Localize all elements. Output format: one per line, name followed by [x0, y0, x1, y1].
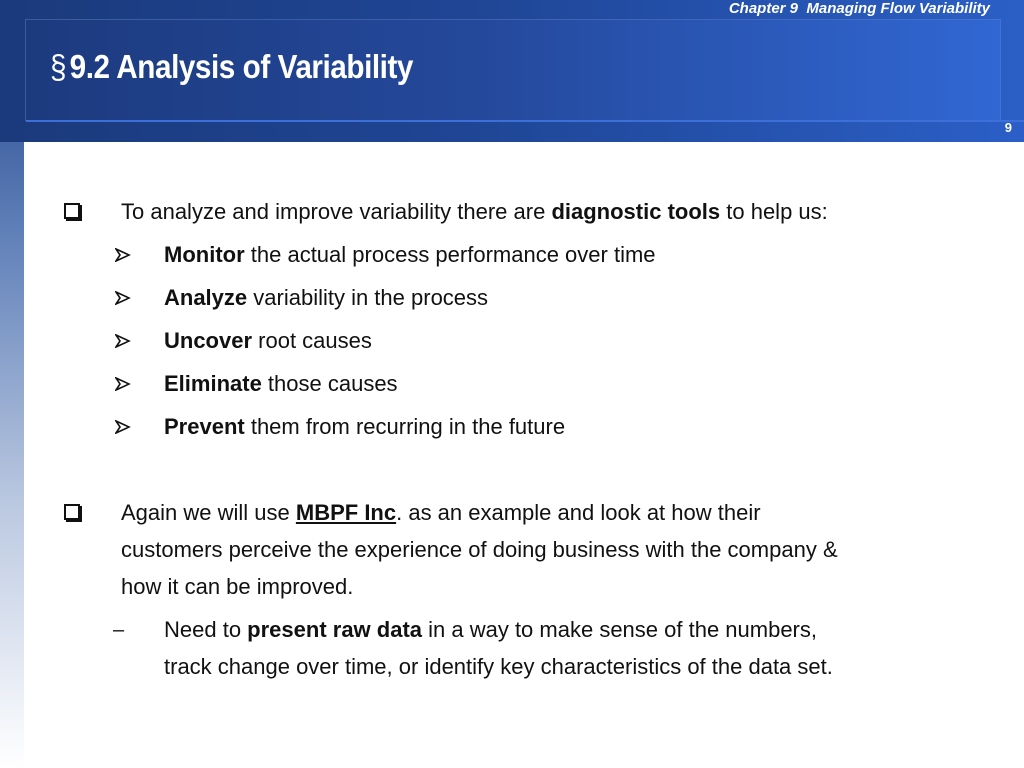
sub-item-eliminate [164, 371, 398, 397]
sub-item-text: variability in the process [247, 285, 489, 310]
sub-item-keyword: Uncover [164, 328, 253, 353]
dash-item-text-end: in a way to make sense of the numbers, [422, 617, 817, 642]
sub-item-keyword: Monitor [164, 242, 245, 267]
section-symbol: § [50, 48, 67, 85]
sub-item-prevent [164, 414, 565, 440]
bullet1-text-end: to help us: [720, 199, 828, 224]
bullet-diagnostic-tools [121, 199, 828, 225]
page-number: 9 [1004, 120, 1012, 135]
sub-item-text: root causes [252, 328, 372, 353]
bullet1-text: To analyze and improve variability there are [121, 199, 552, 224]
checkbox-bullet-icon [64, 203, 80, 219]
chapter-label: Chapter 9 Managing Flow Variability [728, 0, 990, 17]
bullet-mbpf-line2: customers perceive the experience of doing business with the company & [121, 537, 838, 562]
sub-item-uncover [164, 328, 372, 354]
dash-bullet: – [113, 619, 125, 641]
dash-item-line2: track change over time, or identify key characteristics of the data set. [164, 654, 833, 679]
sub-item-text: those causes [261, 371, 398, 396]
slide-title-text: 9.2 Analysis of Variability [69, 48, 413, 85]
checkbox-bullet-icon [64, 504, 80, 520]
sub-item-keyword: Analyze [164, 285, 248, 310]
dash-item-bold: present raw data [247, 617, 423, 642]
arrow-bullet-icon [115, 291, 131, 305]
sub-item-analyze [164, 285, 488, 311]
bullet-mbpf-line3: how it can be improved. [121, 574, 354, 599]
arrow-bullet-icon [115, 334, 131, 348]
arrow-bullet-icon [115, 377, 131, 391]
bullet2-text-end: . as an example and look at how their [396, 500, 761, 525]
dash-item-line1 [164, 617, 817, 643]
arrow-bullet-icon [115, 248, 131, 262]
sub-item-keyword: Prevent [164, 414, 245, 439]
dash-item-text: Need to [164, 617, 248, 642]
sub-item-monitor [164, 242, 656, 268]
mbpf-inc-link[interactable]: MBPF Inc [295, 500, 397, 525]
bullet-mbpf-line1 [121, 500, 761, 526]
sub-item-keyword: Eliminate [164, 371, 262, 396]
sub-item-text: the actual process performance over time [244, 242, 656, 267]
sub-item-text: them from recurring in the future [244, 414, 566, 439]
bullet2-text: Again we will use [121, 500, 296, 525]
bullet1-bold: diagnostic tools [551, 199, 721, 224]
arrow-bullet-icon [115, 420, 131, 434]
